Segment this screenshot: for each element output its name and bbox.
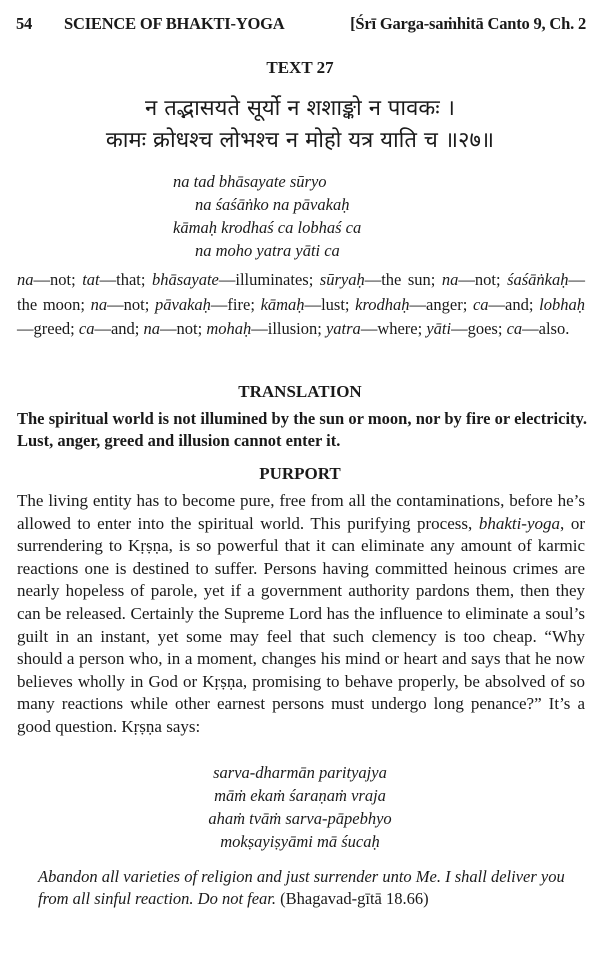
book-title: SCIENCE OF BHAKTI-YOGA (64, 14, 285, 33)
synonym-meaning: not (123, 294, 145, 314)
quote-line-4: mokṣayiṣyāmi mā śucaḥ (220, 832, 380, 851)
synonym-word: na (441, 270, 459, 289)
synonym-word: krodhaḥ (355, 294, 410, 314)
synonym-meaning: illusion (267, 319, 318, 338)
page-number: 54 (16, 14, 33, 33)
quote-translation (38, 866, 586, 910)
synonym-meaning: illuminates (235, 270, 309, 289)
synonym-meaning: fire (227, 294, 251, 314)
synonym-meaning: and (505, 294, 529, 314)
synonym-meaning: greed (33, 319, 71, 338)
translation-heading: TRANSLATION (238, 382, 362, 401)
synonym-meaning: lust (321, 294, 345, 314)
verse-line-4: na moho yatra yāti ca (195, 241, 340, 260)
purport-part-2: , or surrendering to Kṛṣṇa, is so powerful that it can eliminate any amount of karmic reactions one is destined to suffer. Persons having committed heinous crimes are nearly hopeless of parole, yet if a government authority pardons them, then they can be released. Certainly the Supreme Lord has the influence to eliminate a soul’s guilt in an instant, yet some may feel that such clemency is too cheap. “Why should a person who, in a moment, changes his mind or heart and says that he now believes wholly in God or Kṛṣṇa, promising to behave properly, be absolved of so many reactions while other earnest persons must undergo long penance?” It’s a good question. Kṛṣṇa says: (17, 513, 585, 736)
synonym-word: na (143, 319, 160, 338)
synonym-meaning: the sun (381, 270, 431, 289)
purport-part-1: The living entity has to become pure, free from all the contaminations, before he’s allowed to enter into the spiritual world. This purifying process, (17, 491, 585, 533)
synonym-meaning: goes (467, 319, 498, 338)
quote-translation-text: Abandon all varieties of religion and just surrender unto Me. I shall deliver you from all sinful reaction. Do not fear. (38, 867, 565, 908)
synonym-meaning: also (538, 319, 566, 338)
synonym-word: na (90, 294, 108, 314)
synonym-meaning: where (377, 319, 418, 338)
chapter-reference: [Śrī Garga-saṁhitā Canto 9, Ch. 2 (350, 14, 586, 33)
synonym-word: ca (472, 294, 489, 314)
verse-line-2: na śaśāṅko na pāvakaḥ (195, 195, 350, 214)
synonym-meaning: anger (426, 294, 463, 314)
synonym-word: pāvakaḥ (155, 294, 211, 314)
synonym-word: ca (78, 319, 95, 338)
synonym-word: bhāsayate (151, 270, 219, 289)
devanagari-line-2: कामः क्रोधश्च लोभश्च न मोहो यत्र याति च ॥२७॥ (105, 128, 495, 153)
synonym-meaning: not (50, 270, 72, 289)
synonym-word: tat (82, 270, 100, 289)
synonym-meaning: not (176, 319, 198, 338)
synonym-word: śaśāṅkaḥ (507, 270, 569, 289)
synonym-word: lobhaḥ (539, 294, 585, 314)
quote-line-2: māṁ ekaṁ śaraṇaṁ vraja (214, 786, 386, 805)
page-header (16, 14, 586, 38)
quote-line-3: ahaṁ tvāṁ sarva-pāpebhyo (208, 809, 392, 828)
purport-heading: PURPORT (259, 464, 341, 483)
synonym-word: yatra (325, 319, 361, 338)
purport-italic-term: bhakti-yoga (478, 513, 561, 533)
synonym-word: kāmaḥ (260, 294, 305, 314)
purport-text (17, 490, 585, 739)
synonym-meaning: that (116, 270, 141, 289)
devanagari-line-1: न तद्भासयते सूर्यो न शशाङ्को न पावकः । (144, 96, 456, 121)
synonym-word: yāti (426, 319, 452, 338)
synonym-meaning: the moon (17, 294, 81, 314)
word-for-word-synonyms: na—not; tat—that; bhāsayate—illuminates; sūryaḥ—the sun; na—not; śaśāṅkaḥ—the moon; na—not; pāvakaḥ—fire; kāmaḥ—lust; krodhaḥ—anger; ca—and; lobhaḥ—greed; ca—and; na—not; mohaḥ—illusion; yatra—where; yāti—goes; ca—also. (17, 270, 585, 338)
synonym-word: sūryaḥ (319, 270, 365, 289)
text-number-heading: TEXT 27 (266, 58, 334, 77)
quote-source: (Bhagavad-gītā 18.66) (280, 889, 429, 908)
synonym-word: na (17, 270, 34, 289)
synonym-word: ca (506, 319, 523, 338)
translation-text: The spiritual world is not illumined by the sun or moon, nor by fire or electricity. Lust, anger, greed and illusion cannot enter it. (17, 409, 587, 450)
synonym-meaning: and (110, 319, 135, 338)
verse-line-1: na tad bhāsayate sūryo (173, 172, 327, 191)
synonym-word: mohaḥ (206, 319, 252, 338)
synonym-meaning: not (474, 270, 496, 289)
quote-line-1: sarva-dharmān parityajya (213, 763, 387, 782)
verse-line-3: kāmaḥ krodhaś ca lobhaś ca (173, 218, 362, 237)
